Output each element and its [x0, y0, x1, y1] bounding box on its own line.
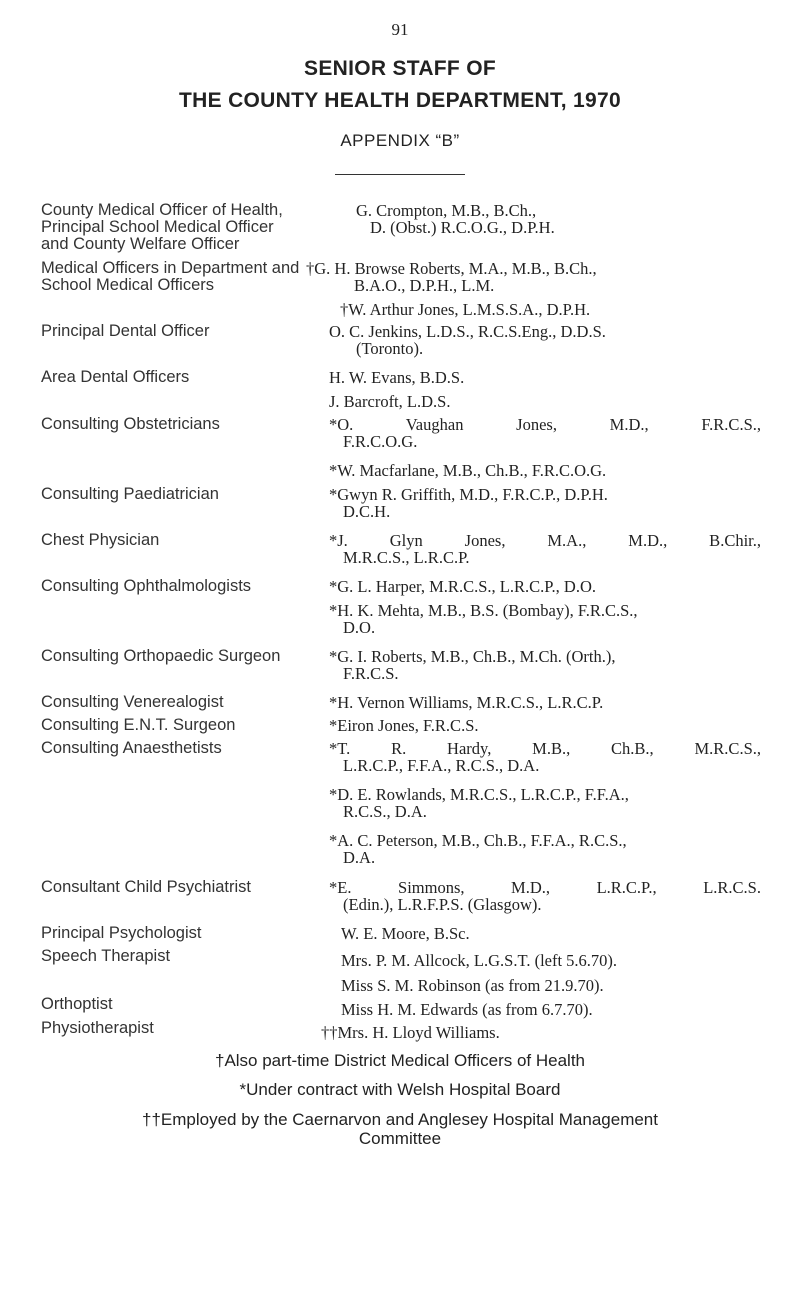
- name-eiron-jones: *Eiron Jones, F.R.C.S.: [329, 716, 479, 735]
- role-medical-officers: Medical Officers in Department and: [41, 259, 300, 277]
- name-moore: W. E. Moore, B.Sc.: [341, 924, 470, 943]
- role-consulting-venerealogist: Consulting Venerealogist: [41, 693, 224, 711]
- note-double-dagger-line-1: ††Employed by the Caernarvon and Anglesey Hospital Management: [142, 1110, 658, 1129]
- name-vernon-williams: *H. Vernon Williams, M.R.C.S., L.R.C.P.: [329, 693, 604, 712]
- note-asterisk: *Under contract with Welsh Hospital Board: [239, 1080, 561, 1099]
- name-jenkins-cont: (Toronto).: [356, 339, 424, 358]
- role-consulting-obstetricians: Consulting Obstetricians: [41, 415, 220, 433]
- role-consulting-orthopaedic-surgeon: Consulting Orthopaedic Surgeon: [41, 647, 281, 665]
- name-allcock: Mrs. P. M. Allcock, L.G.S.T. (left 5.6.70).: [341, 951, 618, 970]
- name-browse-roberts: †G. H. Browse Roberts, M.A., M.B., B.Ch.,: [306, 259, 597, 278]
- name-griffith-cont: D.C.H.: [343, 502, 391, 521]
- name-lloyd-williams: ††Mrs. H. Lloyd Williams.: [321, 1023, 500, 1042]
- name-glyn-jones: *J. Glyn Jones, M.A., M.D., B.Chir.,: [329, 531, 761, 550]
- name-mehta: *H. K. Mehta, M.B., B.S. (Bombay), F.R.C.S.,: [329, 601, 638, 620]
- role-speech-therapist: Speech Therapist: [41, 947, 171, 965]
- role-principal-psychologist: Principal Psychologist: [41, 924, 202, 942]
- role-chest-physician: Chest Physician: [41, 531, 160, 549]
- name-gi-roberts-cont: F.R.C.S.: [343, 664, 399, 683]
- name-gi-roberts: *G. I. Roberts, M.B., Ch.B., M.Ch. (Orth.),: [329, 647, 616, 666]
- name-barcroft: J. Barcroft, L.D.S.: [329, 392, 451, 411]
- role-consulting-ent-surgeon: Consulting E.N.T. Surgeon: [41, 716, 236, 734]
- role-consultant-child-psychiatrist: Consultant Child Psychiatrist: [41, 878, 252, 896]
- name-rowlands: *D. E. Rowlands, M.R.C.S., L.R.C.P., F.F.A.,: [329, 785, 629, 804]
- note-dagger: †Also part-time District Medical Officers of Health: [214, 1051, 586, 1070]
- name-simmons: *E. Simmons, M.D., L.R.C.P., L.R.C.S.: [329, 878, 761, 897]
- name-simmons-cont: (Edin.), L.R.F.P.S. (Glasgow).: [343, 895, 542, 914]
- name-rowlands-cont: R.C.S., D.A.: [343, 802, 427, 821]
- name-crompton: G. Crompton, M.B., B.Ch.,: [356, 201, 537, 220]
- page-number: 91: [391, 20, 409, 39]
- role-welfare-officer: and County Welfare Officer: [41, 235, 240, 253]
- role-school-medical-officers: School Medical Officers: [41, 276, 215, 294]
- name-browse-roberts-cont: B.A.O., D.P.H., L.M.: [354, 276, 495, 295]
- name-peterson-cont: D.A.: [343, 848, 376, 867]
- name-robinson: Miss S. M. Robinson (as from 21.9.70).: [341, 976, 604, 995]
- name-crompton-cont: D. (Obst.) R.C.O.G., D.P.H.: [370, 218, 555, 237]
- role-principal-dental-officer: Principal Dental Officer: [41, 322, 210, 340]
- appendix-heading: APPENDIX “B”: [340, 131, 460, 150]
- name-jenkins: O. C. Jenkins, L.D.S., R.C.S.Eng., D.D.S.: [329, 322, 606, 341]
- name-arthur-jones: †W. Arthur Jones, L.M.S.S.A., D.P.H.: [340, 300, 591, 319]
- name-vaughan-jones-cont: F.R.C.O.G.: [343, 432, 418, 451]
- name-hardy-cont: L.R.C.P., F.F.A., R.C.S., D.A.: [343, 756, 540, 775]
- name-vaughan-jones: *O. Vaughan Jones, M.D., F.R.C.S.,: [329, 415, 761, 434]
- role-area-dental-officers: Area Dental Officers: [41, 368, 190, 386]
- role-county-moh: County Medical Officer of Health,: [41, 201, 283, 219]
- name-macfarlane: *W. Macfarlane, M.B., Ch.B., F.R.C.O.G.: [329, 461, 607, 480]
- name-harper: *G. L. Harper, M.R.C.S., L.R.C.P., D.O.: [329, 577, 597, 596]
- role-consulting-paediatrician: Consulting Paediatrician: [41, 485, 219, 503]
- page-title-line-1: SENIOR STAFF OF: [304, 57, 496, 80]
- role-orthoptist: Orthoptist: [41, 995, 113, 1013]
- name-mehta-cont: D.O.: [343, 618, 376, 637]
- role-school-medical-officer: Principal School Medical Officer: [41, 218, 274, 236]
- role-physiotherapist: Physiotherapist: [41, 1019, 154, 1037]
- page-title-line-2: THE COUNTY HEALTH DEPARTMENT, 1970: [179, 89, 621, 112]
- name-hardy: *T. R. Hardy, M.B., Ch.B., M.R.C.S.,: [329, 739, 761, 758]
- name-peterson: *A. C. Peterson, M.B., Ch.B., F.F.A., R.C.S.,: [329, 831, 627, 850]
- name-edwards: Miss H. M. Edwards (as from 6.7.70).: [341, 1000, 593, 1019]
- name-griffith: *Gwyn R. Griffith, M.D., F.R.C.P., D.P.H.: [329, 485, 608, 504]
- name-glyn-jones-cont: M.R.C.S., L.R.C.P.: [343, 548, 470, 567]
- role-consulting-anaesthetists: Consulting Anaesthetists: [41, 739, 222, 757]
- role-consulting-ophthalmologists: Consulting Ophthalmologists: [41, 577, 252, 595]
- divider: [335, 174, 465, 175]
- name-evans: H. W. Evans, B.D.S.: [329, 368, 465, 387]
- note-double-dagger-line-2: Committee: [358, 1129, 442, 1148]
